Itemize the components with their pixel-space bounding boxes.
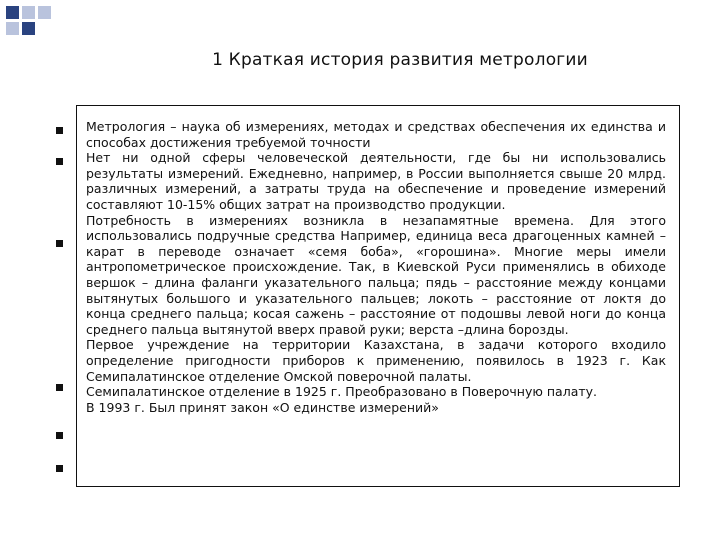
- bullet-column: [56, 0, 70, 540]
- corner-square-light: [6, 22, 19, 35]
- slide-title: 1 Краткая история развития метрологии: [212, 50, 588, 70]
- content-text: [86, 119, 666, 415]
- paragraph-semipalatinsk: Семипалатинское отделение в 1925 г. Преобразовано в Поверочную палату.: [86, 384, 598, 400]
- paragraph-definition: Метрология – наука об измерениях, методах и средствах обеспечения их единства и способах достижения требуемой точности: [86, 119, 666, 150]
- corner-square-light: [22, 6, 35, 19]
- corner-square-dark: [22, 22, 35, 35]
- paragraph-history: Потребность в измерениях возникла в незапамятные времена. Для этого использовались подручные средства Например, единица веса драгоценных камней – карат в переводе означает «семя боба», «горошина». Многие меры имели антропометрическое происхождение. Так, в Киевской Руси применялись в обиходе вершок – длина фаланги указательного пальца; пядь – расстояние между концами вытянутых большого и указательного пальцев; локоть – расстояние от локтя до конца среднего пальца; косая сажень – расстояние от подошвы левой ноги до конца среднего пальца вытянутой вверх правой руки; верста –длина борозды.: [86, 212, 666, 337]
- bullet-square-icon: [56, 158, 63, 165]
- paragraph-importance: Нет ни одной сферы человеческой деятельности, где бы ни использовались результаты измерений. Ежедневно, например, в России выполняется свыше 20 млрд. различных измерений, а затраты труда на обеспечение и проведение измерений составляют 10-15% общих затрат на производство продукции.: [86, 150, 666, 212]
- bullet-square-icon: [56, 465, 63, 472]
- bullet-square-icon: [56, 432, 63, 439]
- bullet-square-icon: [56, 384, 63, 391]
- corner-decoration: [0, 0, 60, 40]
- paragraph-law: В 1993 г. Был принят закон «О единстве измерений»: [86, 399, 439, 415]
- bullet-square-icon: [56, 240, 63, 247]
- bullet-square-icon: [56, 127, 63, 134]
- paragraph-kazakhstan: Первое учреждение на территории Казахстана, в задачи которого входило определение пригодности приборов к применению, появилось в 1923 г. Как Семипалатинское отделение Омской поверочной палаты.: [86, 337, 666, 384]
- corner-square-dark: [6, 6, 19, 19]
- corner-square-light: [38, 6, 51, 19]
